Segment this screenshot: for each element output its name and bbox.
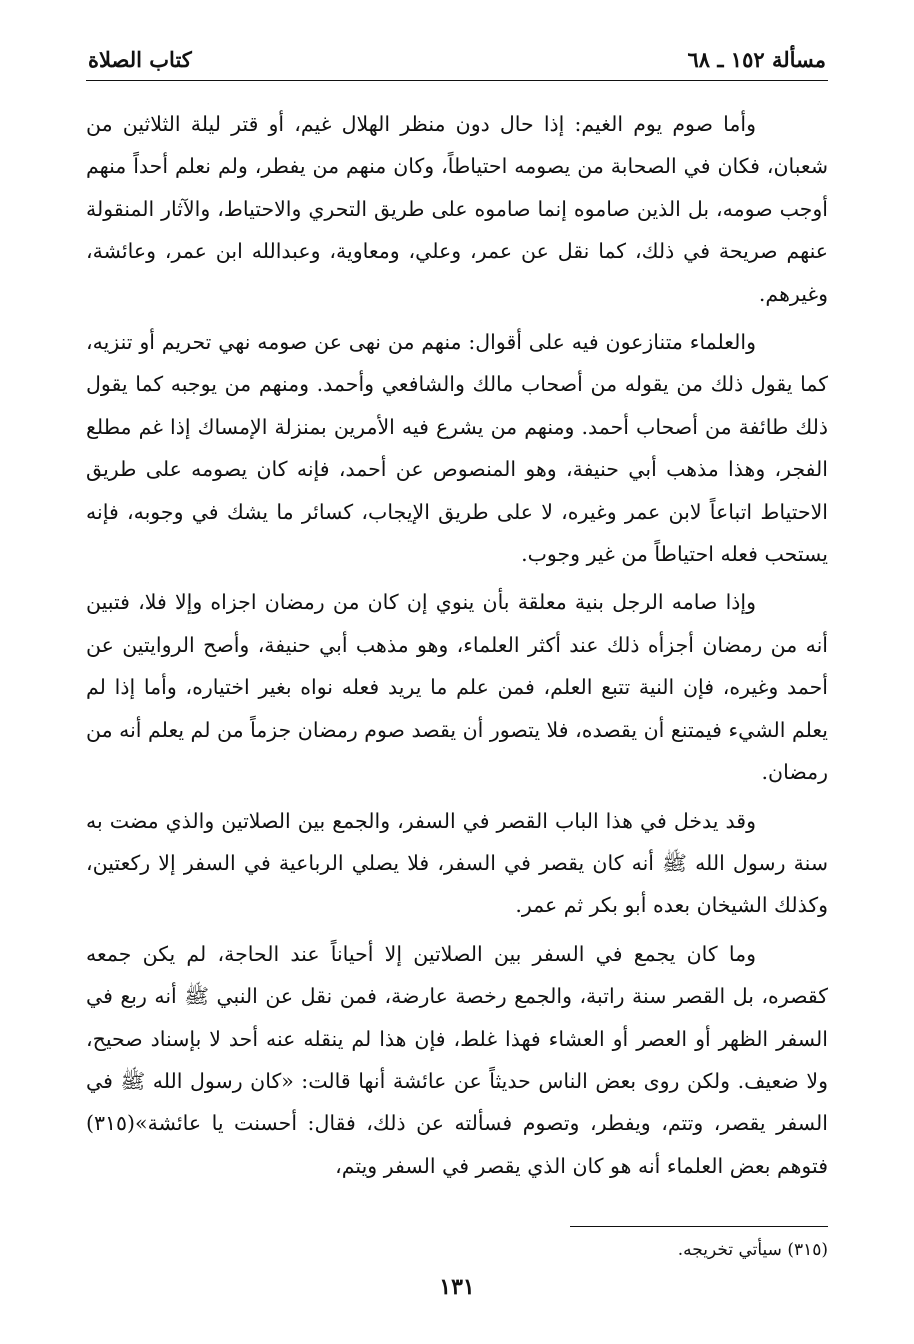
header-book-title: كتاب الصلاة — [88, 47, 192, 72]
header-divider — [86, 80, 828, 81]
footnote-divider — [570, 1226, 828, 1227]
paragraph-3: وإذا صامه الرجل بنية معلقة بأن ينوي إن كان من رمضان اجزاه وإلا فلا، فتبين أنه من رمضان أجزأه ذلك عند أكثر العلماء، وهو مذهب أبي حنيفة، وأصح الروايتين عن أحمد وغيره، فإن النية تتبع العلم، فمن علم ما يريد فعله نواه بغير اختياره، وأما إذا لم يعلم الشيء فيمتنع أن يقصده، فلا يتصور أن يقصد صوم رمضان جزماً من لم يعلم أنه من رمضان. — [86, 590, 828, 785]
header-issue-number: مسألة ١٥٢ ـ ٦٨ — [687, 47, 826, 72]
paragraph-4: وقد يدخل في هذا الباب القصر في السفر، والجمع بين الصلاتين والذي مضت به سنة رسول الله ﷺ أنه كان يقصر في السفر، فلا يصلي الرباعية في السفر إلا ركعتين، وكذلك الشيخان بعده أبو بكر ثم عمر. — [86, 808, 828, 918]
paragraph-5: وما كان يجمع في السفر بين الصلاتين إلا أحياناً عند الحاجة، لم يكن جمعه كقصره، بل القصر سنة راتبة، والجمع رخصة عارضة، فمن نقل عن النبي ﷺ أنه ربع في السفر الظهر أو العصر أو العشاء فهذا غلط، فإن هذا لم ينقله عنه أحد لا بإسناد صحيح، ولا ضعيف. ولكن روى بعض الناس حديثاً عن عائشة أنها قالت: «كان رسول الله ﷺ في السفر يقصر، وتتم، ويفطر، وتصوم فسألته عن ذلك، فقال: أحسنت يا عائشة»(٣١٥) فتوهم بعض العلماء أنه هو كان الذي يقصر في السفر ويتم، — [86, 941, 828, 1178]
paragraph-1: وأما صوم يوم الغيم: إذا حال دون منظر الهلال غيم، أو قتر ليلة الثلاثين من شعبان، فكان في الصحابة من يصومه احتياطاً، وكان منهم من يفطر، ولم نعلم أحداً منهم أوجب صومه، بل الذين صاموه إنما صاموه على طريق التحري والاحتياط، والآثار المنقولة عنهم صريحة في ذلك، كما نقل عن عمر، وعلي، ومعاوية، وعبدالله ابن عمر، وعائشة، وغيرهم. — [86, 112, 828, 306]
page-number: ١٣١ — [439, 1274, 475, 1300]
footnote: (٣١٥) سيأتي تخريجه. — [677, 1240, 828, 1260]
paragraph-2: والعلماء متنازعون فيه على أقوال: منهم من نهى عن صومه نهي تحريم أو تنزيه، كما يقول ذلك من يقوله من أصحاب مالك والشافعي وأحمد. ومنهم من يوجبه كما يقول ذلك طائفة من أصحاب أحمد. ومنهم من يشرع فيه الأمرين بمنزلة الإمساك إذا غم مطلع الفجر، وهذا مذهب أبي حنيفة، وهو المنصوص عن أحمد، فإنه كان يصومه على طريق الاحتياط اتباعاً لابن عمر وغيره، لا على طريق الإيجاب، كسائر ما يشك في وجوبه، فإنه يستحب فعله احتياطاً من غير وجوب. — [86, 330, 828, 567]
running-header — [88, 38, 826, 72]
main-text — [86, 103, 828, 1187]
